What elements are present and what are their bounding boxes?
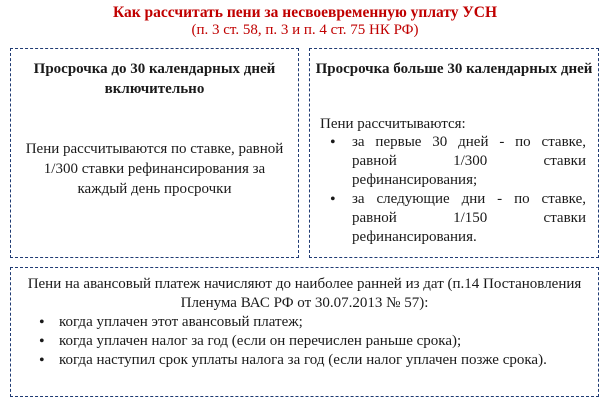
list-item: • за первые 30 дней - по ставке, равной 1/300 ставки рефинансирования; [320, 133, 586, 190]
page-subtitle: (п. 3 ст. 58, п. 3 и п. 4 ст. 75 НК РФ) [191, 22, 419, 38]
long-delay-heading: Просрочка больше 30 календарных дней [315, 61, 593, 77]
long-delay-box [309, 48, 599, 258]
short-delay-text: Пени рассчитываются по ставке, равной 1/300 ставки рефинансирования за каждый день просрочки [25, 141, 284, 197]
list-item: • когда уплачен этот авансовый платеж; [19, 313, 586, 332]
advance-payment-box [10, 267, 599, 397]
advance-payment-list [19, 313, 586, 370]
short-delay-box [10, 48, 299, 258]
list-item: • когда уплачен налог за год (если он перечислен раньше срока); [19, 332, 586, 351]
long-delay-list [320, 133, 586, 247]
short-delay-heading: Просрочка до 30 календарных дней включительно [33, 61, 276, 97]
page-title: Как рассчитать пени за несвоевременную уплату УСН [112, 4, 498, 21]
list-item: • за следующие дни - по ставке, равной 1/150 ставки рефинансирования. [320, 190, 586, 247]
list-item: • когда наступил срок уплаты налога за год (если налог уплачен позже срока). [19, 351, 586, 370]
long-delay-intro: Пени рассчитываются: [320, 116, 466, 132]
advance-payment-intro: Пени на авансовый платеж начисляют до наиболее ранней из дат (п.14 Постановления Пленума ВАС РФ от 30.07.2013 № 57): [27, 276, 582, 311]
